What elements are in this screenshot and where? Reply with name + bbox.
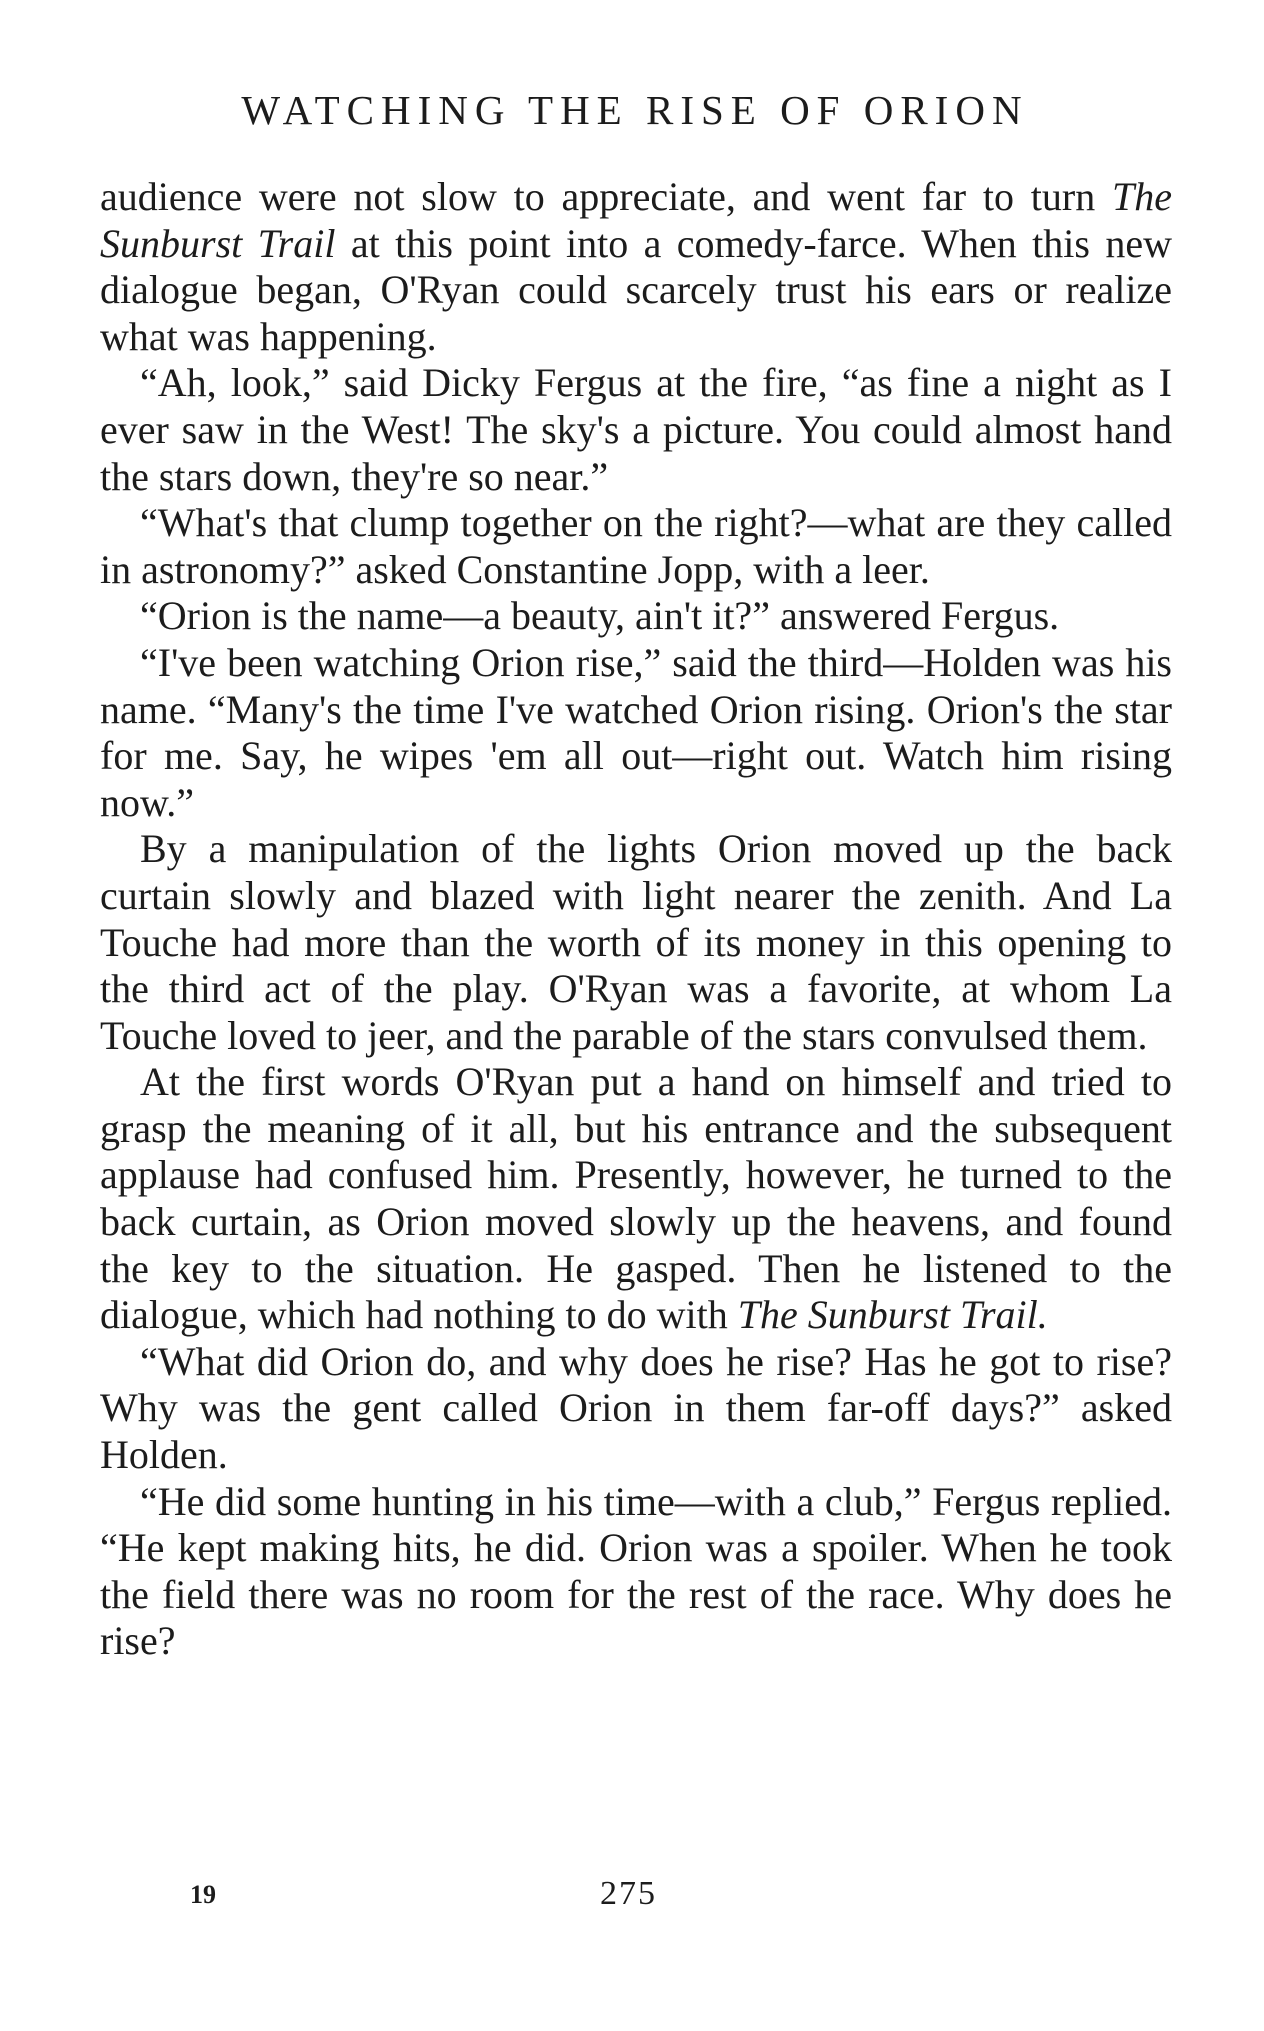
paragraph: [100, 360, 1172, 500]
paragraph: [100, 826, 1172, 1059]
text-run: audience were not slow to appreciate, and went far to turn: [100, 174, 1112, 219]
paragraph: [100, 500, 1172, 593]
signature-mark: 19: [190, 1880, 216, 1909]
text-run: At the first words O'Ryan put a hand on himself and tried to grasp the meaning of it all, but his entrance and the subsequent applause had confused him. Presently, however, he turned to the back curtain, as Orion moved slowly up the heavens, and found the key to the situation. He gasped. Then he listened to the dialogue, which had nothing to do with: [100, 1059, 1172, 1338]
text-run: “He did some hunting in his time—with a club,” Fergus replied. “He kept making hits, he did. Orion was a spoiler. When he took the field there was no room for the rest of the race. Why does he rise?: [100, 1478, 1172, 1664]
paragraph: [100, 1059, 1172, 1339]
text-run: “What did Orion do, and why does he rise? Has he got to rise? Why was the gent called Orion in them far-off days?” asked Holden.: [100, 1338, 1172, 1478]
text-run: at this point into a comedy-farce. When this new dialogue began, O'Ryan could scarcely trust his ears or realize what was happening.: [100, 220, 1172, 359]
running-head: WATCHING THE RISE OF ORION: [241, 87, 1029, 133]
text-run: “What's that clump together on the right?—what are they called in astronomy?” asked Constantine Jopp, with a leer.: [100, 500, 1172, 592]
italic-title: The Sunburst Trail: [100, 174, 1172, 266]
body-text: [100, 174, 1172, 1665]
page-number: 275: [600, 1875, 657, 1912]
text-run: “Ah, look,” said Dicky Fergus at the fire, “as fine a night as I ever saw in the West! The sky's a picture. You could almost hand the stars down, they're so near.”: [100, 360, 1172, 499]
text-run: By a manipulation of the lights Orion moved up the back curtain slowly and blazed with light nearer the zenith. And La Touche had more than the worth of its money in this opening to the third act of the play. O'Ryan was a favorite, at whom La Touche loved to jeer, and the parable of the stars convulsed them.: [100, 826, 1172, 1058]
italic-title: The Sunburst Trail.: [737, 1292, 1048, 1338]
paragraph: [100, 640, 1172, 826]
paragraph: [100, 593, 1172, 640]
paragraph: [100, 1479, 1172, 1665]
paragraph: [100, 1339, 1172, 1479]
paragraph: [100, 174, 1172, 360]
text-run: “I've been watching Orion rise,” said the third—Holden was his name. “Many's the time I've watched Orion rising. Orion's the star for me. Say, he wipes 'em all out—right out. Watch him rising now.”: [100, 639, 1172, 825]
text-run: “Orion is the name—a beauty, ain't it?” answered Fergus.: [140, 593, 1060, 639]
